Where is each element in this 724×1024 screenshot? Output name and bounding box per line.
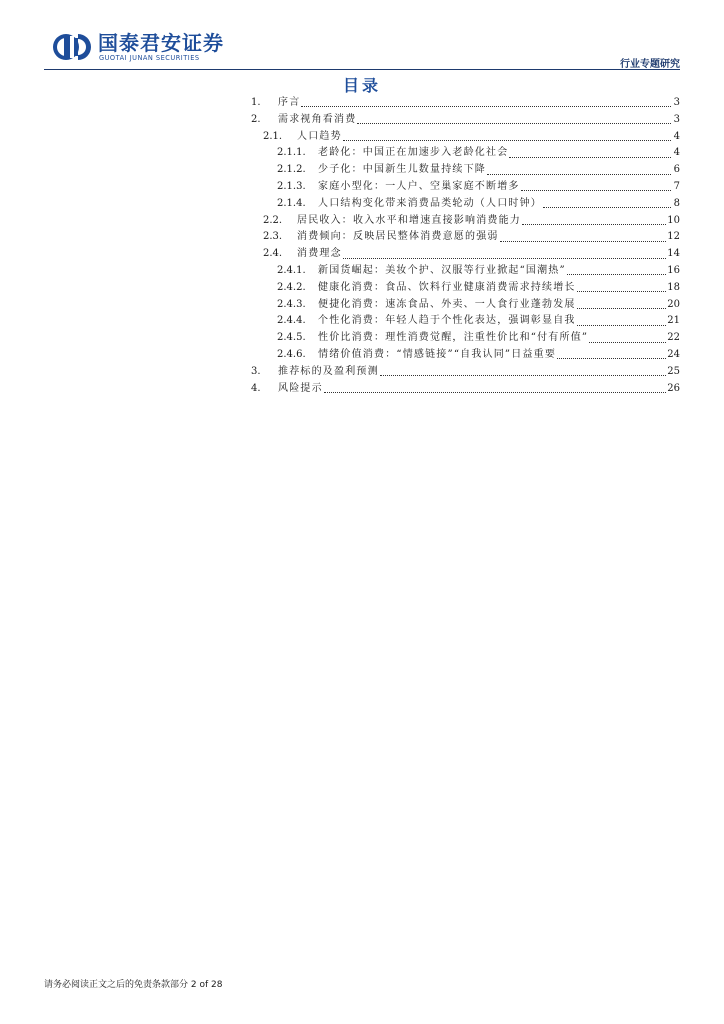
toc-entry-label: 序言 [278,97,301,108]
toc-entry-page: 10 [667,214,680,226]
toc-dot-leader [567,266,666,276]
toc-entry-page: 24 [667,348,680,360]
toc-entry-number: 2.1.1. [277,147,306,159]
toc-entry-label: 消费理念 [297,248,342,260]
toc-dot-leader [577,283,667,293]
toc-dot-leader [543,199,671,209]
toc-dot-leader [521,182,671,192]
toc-entry[interactable] [251,330,680,347]
toc-entry[interactable] [251,297,680,314]
toc-dot-leader [343,250,666,260]
toc-dot-leader [522,216,666,226]
toc-entry[interactable] [251,364,680,381]
toc-entry-page: 18 [667,281,680,293]
toc-entry-number: 2.4. [263,248,283,260]
toc-entry-page: 21 [667,315,680,327]
toc-entry-label: 情绪价值消费：“情感链接”“自我认同”日益重要 [318,348,557,360]
toc-entry-label: 老龄化：中国正在加速步入老龄化社会 [318,147,509,159]
toc-dot-leader [324,384,666,394]
header-divider [44,69,680,70]
toc-entry-label: 个性化消费：年轻人趋于个性化表达，强调彰显自我 [318,315,576,327]
toc-dot-leader [589,334,666,344]
toc-entry-label: 性价比消费：理性消费觉醒，注重性价比和“付有所值” [318,332,589,344]
toc-entry[interactable] [251,229,680,246]
toc-dot-leader [500,233,667,243]
brand-name-english: GUOTAI JUNAN SECURITIES [99,54,200,62]
toc-entry-page: 20 [667,298,680,310]
toc-entry-page: 25 [667,365,680,377]
toc-entry[interactable] [251,112,680,129]
toc-entry-number: 2.2. [263,214,283,226]
toc-entry-label: 少子化：中国新生儿数量持续下降 [318,164,486,176]
toc-entry[interactable] [251,179,680,196]
footer-disclaimer: 请务必阅读正文之后的免责条款部分 2 of 28 [44,980,223,990]
page-header [0,0,724,72]
toc-entry[interactable] [251,95,680,112]
toc-entry-label: 推荐标的及盈利预测 [278,365,379,377]
toc-entry-page: 6 [673,164,680,176]
toc-entry-label: 风险提示 [278,382,323,394]
toc-dot-leader [357,115,671,125]
toc-entry-page: 4 [673,147,680,159]
toc-dot-leader [380,367,666,377]
toc-entry-number: 2. [251,113,261,125]
toc-entry-number: 1. [251,97,261,108]
toc-entry-number: 4. [251,382,261,394]
toc-entry-label: 新国货崛起：美妆个护、汉服等行业掀起“国潮热” [318,264,566,276]
toc-dot-leader [487,166,671,176]
toc-entry-number: 2.4.4. [277,315,306,327]
toc-entry-number: 2.4.6. [277,348,306,360]
toc-entry-page: 26 [667,382,680,394]
toc-entry[interactable] [251,213,680,230]
toc-entry-label: 便捷化消费：速冻食品、外卖、一人食行业蓬勃发展 [318,298,576,310]
guotai-junan-logo-icon [52,33,92,61]
toc-entry-label: 人口趋势 [297,130,342,142]
toc-title: 目录 [342,76,381,95]
toc-entry[interactable] [251,280,680,297]
toc-entry-page: 3 [673,97,680,108]
toc-entry-label: 家庭小型化：一人户、空巢家庭不断增多 [318,180,520,192]
toc-entry-label: 健康化消费：食品、饮料行业健康消费需求持续增长 [318,281,576,293]
toc-entry-number: 2.4.3. [277,298,306,310]
toc-entry-page: 14 [667,248,680,260]
toc-entry-number: 2.3. [263,231,283,243]
toc-entry-number: 2.1.4. [277,197,306,209]
toc-entry-label: 消费倾向：反映居民整体消费意愿的强弱 [297,231,499,243]
toc-entry[interactable] [251,381,680,398]
toc-entry-page: 8 [673,197,680,209]
toc-entry-page: 12 [667,231,680,243]
toc-entry-page: 7 [673,180,680,192]
toc-entry[interactable] [251,129,680,146]
toc-entry[interactable] [251,347,680,364]
toc-entry[interactable] [251,196,680,213]
toc-dot-leader [301,98,671,108]
toc-entry-number: 2.1. [263,130,283,142]
toc-dot-leader [509,149,671,159]
brand-name-chinese: 国泰君安证券 [98,31,224,55]
toc-dot-leader [557,350,666,360]
toc-entry-number: 2.4.1. [277,264,306,276]
toc-entry[interactable] [251,246,680,263]
toc-dot-leader [577,300,667,310]
toc-entry[interactable] [251,313,680,330]
toc-entry-page: 22 [667,332,680,344]
table-of-contents [251,95,680,397]
toc-dot-leader [343,132,671,142]
toc-entry[interactable] [251,145,680,162]
toc-entry-page: 16 [667,264,680,276]
toc-entry-number: 2.4.2. [277,281,306,293]
report-type-label: 行业专题研究 [620,59,680,70]
toc-entry-label: 人口结构变化带来消费品类轮动（人口时钟） [318,197,542,209]
toc-entry[interactable] [251,162,680,179]
toc-entry-page: 3 [673,113,680,125]
toc-entry[interactable] [251,263,680,280]
toc-entry-page: 4 [673,130,680,142]
toc-dot-leader [577,317,667,327]
toc-entry-number: 2.1.2. [277,164,306,176]
toc-entry-number: 2.1.3. [277,180,306,192]
toc-entry-label: 居民收入：收入水平和增速直接影响消费能力 [297,214,521,226]
toc-entry-number: 2.4.5. [277,332,306,344]
toc-entry-label: 需求视角看消费 [278,113,357,125]
toc-entry-number: 3. [251,365,261,377]
